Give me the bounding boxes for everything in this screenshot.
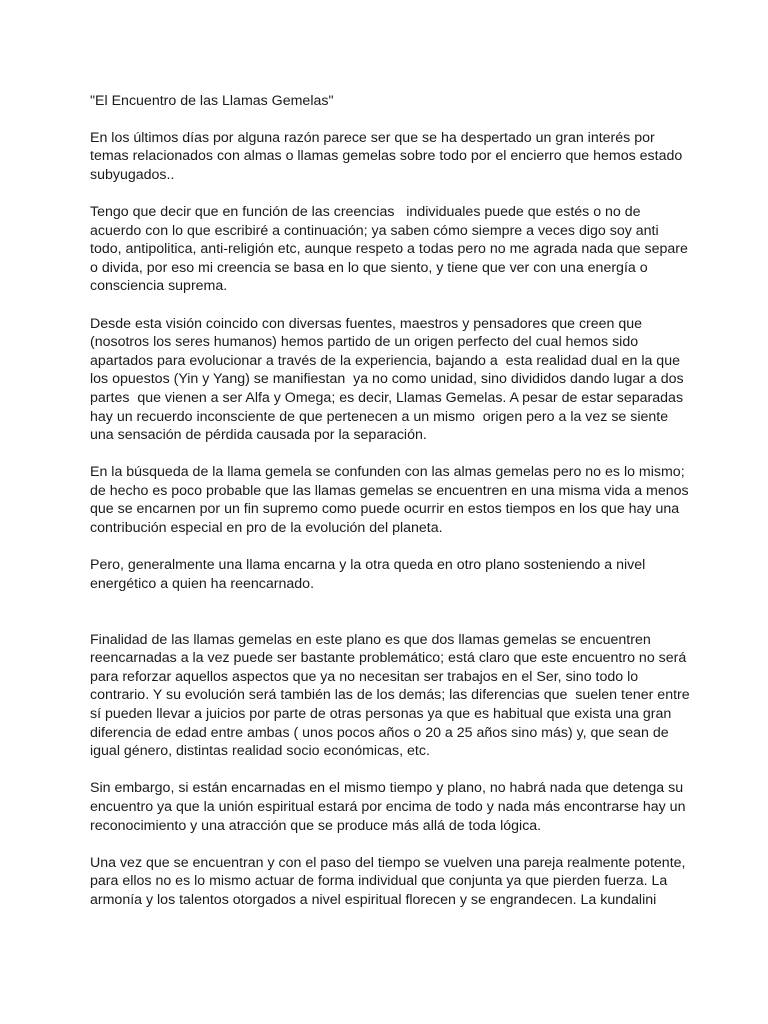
text-line: Una vez que se encuentran y con el paso del tiempo se vuelven una pareja realmente potente, (90, 854, 686, 871)
text-line: encuentro ya que la unión espiritual estará por encima de todo y nada más encontrarse hay un (90, 798, 686, 815)
paragraph-5 (90, 556, 690, 593)
paragraph-8 (90, 854, 690, 910)
text-line: subyugados.. (90, 166, 175, 183)
text-line: En la búsqueda de la llama gemela se confunden con las almas gemelas pero no es lo mismo; (90, 464, 685, 481)
text-line: energético a quien ha reencarnado. (90, 575, 315, 592)
paragraph-1 (90, 129, 690, 185)
text-line: acuerdo con lo que escribiré a continuación; ya saben cómo siempre a veces digo soy anti (90, 222, 659, 239)
text-line: reencarnadas a la vez puede ser bastante problemático; está claro que este encuentro no será (90, 650, 687, 667)
text-line: En los últimos días por alguna razón parece ser que se ha despertado un gran interés por (90, 129, 655, 146)
paragraph-7 (90, 779, 690, 835)
text-line: armonía y los talentos otorgados a nivel espiritual florecen y se engrandecen. La kundalini (90, 891, 657, 908)
text-line: consciencia suprema. (90, 278, 228, 295)
text-line: Tengo que decir que en función de las creencias individuales puede que estés o no de (90, 203, 641, 220)
text-line: hay un recuerdo inconsciente de que pertenecen a un mismo origen pero a la vez se siente (90, 408, 669, 425)
text-line: Sin embargo, si están encarnadas en el mismo tiempo y plano, no habrá nada que detenga su (90, 780, 684, 797)
text-line: que se encarnen por un fin supremo como puede ocurrir en estos tiempos en los que hay una (90, 501, 680, 518)
text-line: Finalidad de las llamas gemelas en este plano es que dos llamas gemelas se encuentren (90, 631, 651, 648)
text-line: igual género, distintas realidad socio económicas, etc. (90, 743, 430, 760)
text-line: una sensación de pérdida causada por la separación. (90, 427, 427, 444)
paragraph-6 (90, 631, 690, 761)
text-line: contrario. Y su evolución será también las de los demás; las diferencias que suelen tener entre (90, 687, 690, 704)
text-line: o divida, por eso mi creencia se basa en lo que siento, y tiene que ver con una energía o (90, 259, 648, 276)
text-line: los opuestos (Yin y Yang) se manifiestan ya no como unidad, sino divididos dando lugar a dos (90, 371, 684, 388)
text-line: sí pueden llevar a juicios por parte de otras personas ya que es habitual que exista una gran (90, 706, 672, 722)
paragraph-4 (90, 463, 690, 537)
text-line: diferencia de edad entre ambas ( unos pocos años o 20 a 25 años sino más) y, que sean de (90, 724, 669, 741)
text-line: temas relacionados con almas o llamas gemelas sobre todo por el encierro que hemos estado (90, 148, 683, 165)
text-line: apartados para evolucionar a través de la experiencia, bajando a esta realidad dual en la que (90, 352, 680, 369)
paragraph-spacer (90, 612, 690, 631)
document-body (90, 129, 690, 910)
text-line: contribución especial en pro de la evolución del planeta. (90, 520, 443, 537)
text-line: Pero, generalmente una llama encarna y la otra queda en otro plano sosteniendo a nivel (90, 557, 646, 574)
document-title: "El Encuentro de las Llamas Gemelas" (90, 93, 334, 109)
paragraph-2 (90, 203, 690, 296)
document-page (90, 92, 690, 928)
text-line: Desde esta visión coincido con diversas fuentes, maestros y pensadores que creen que (90, 315, 643, 332)
text-line: para reforzar aquellos aspectos que ya no necesitan ser trabajos en el Ser, sino todo lo (90, 668, 639, 685)
text-line: todo, antipolitica, anti-religión etc, aunque respeto a todas pero no me agrada nada que separe (90, 241, 688, 258)
text-line: reconocimiento y una atracción que se produce más allá de toda lógica. (90, 817, 542, 834)
text-line: (nosotros los seres humanos) hemos partido de un origen perfecto del cual hemos sido (90, 334, 639, 351)
text-line: partes que vienen a ser Alfa y Omega; es decir, Llamas Gemelas. A pesar de estar separadas (90, 389, 684, 406)
text-line: para ellos no es lo mismo actuar de forma individual que conjunta ya que pierden fuerza. La (90, 873, 668, 890)
text-line: de hecho es poco probable que las llamas gemelas se encuentren en una misma vida a menos (90, 482, 689, 499)
paragraph-3 (90, 315, 690, 445)
